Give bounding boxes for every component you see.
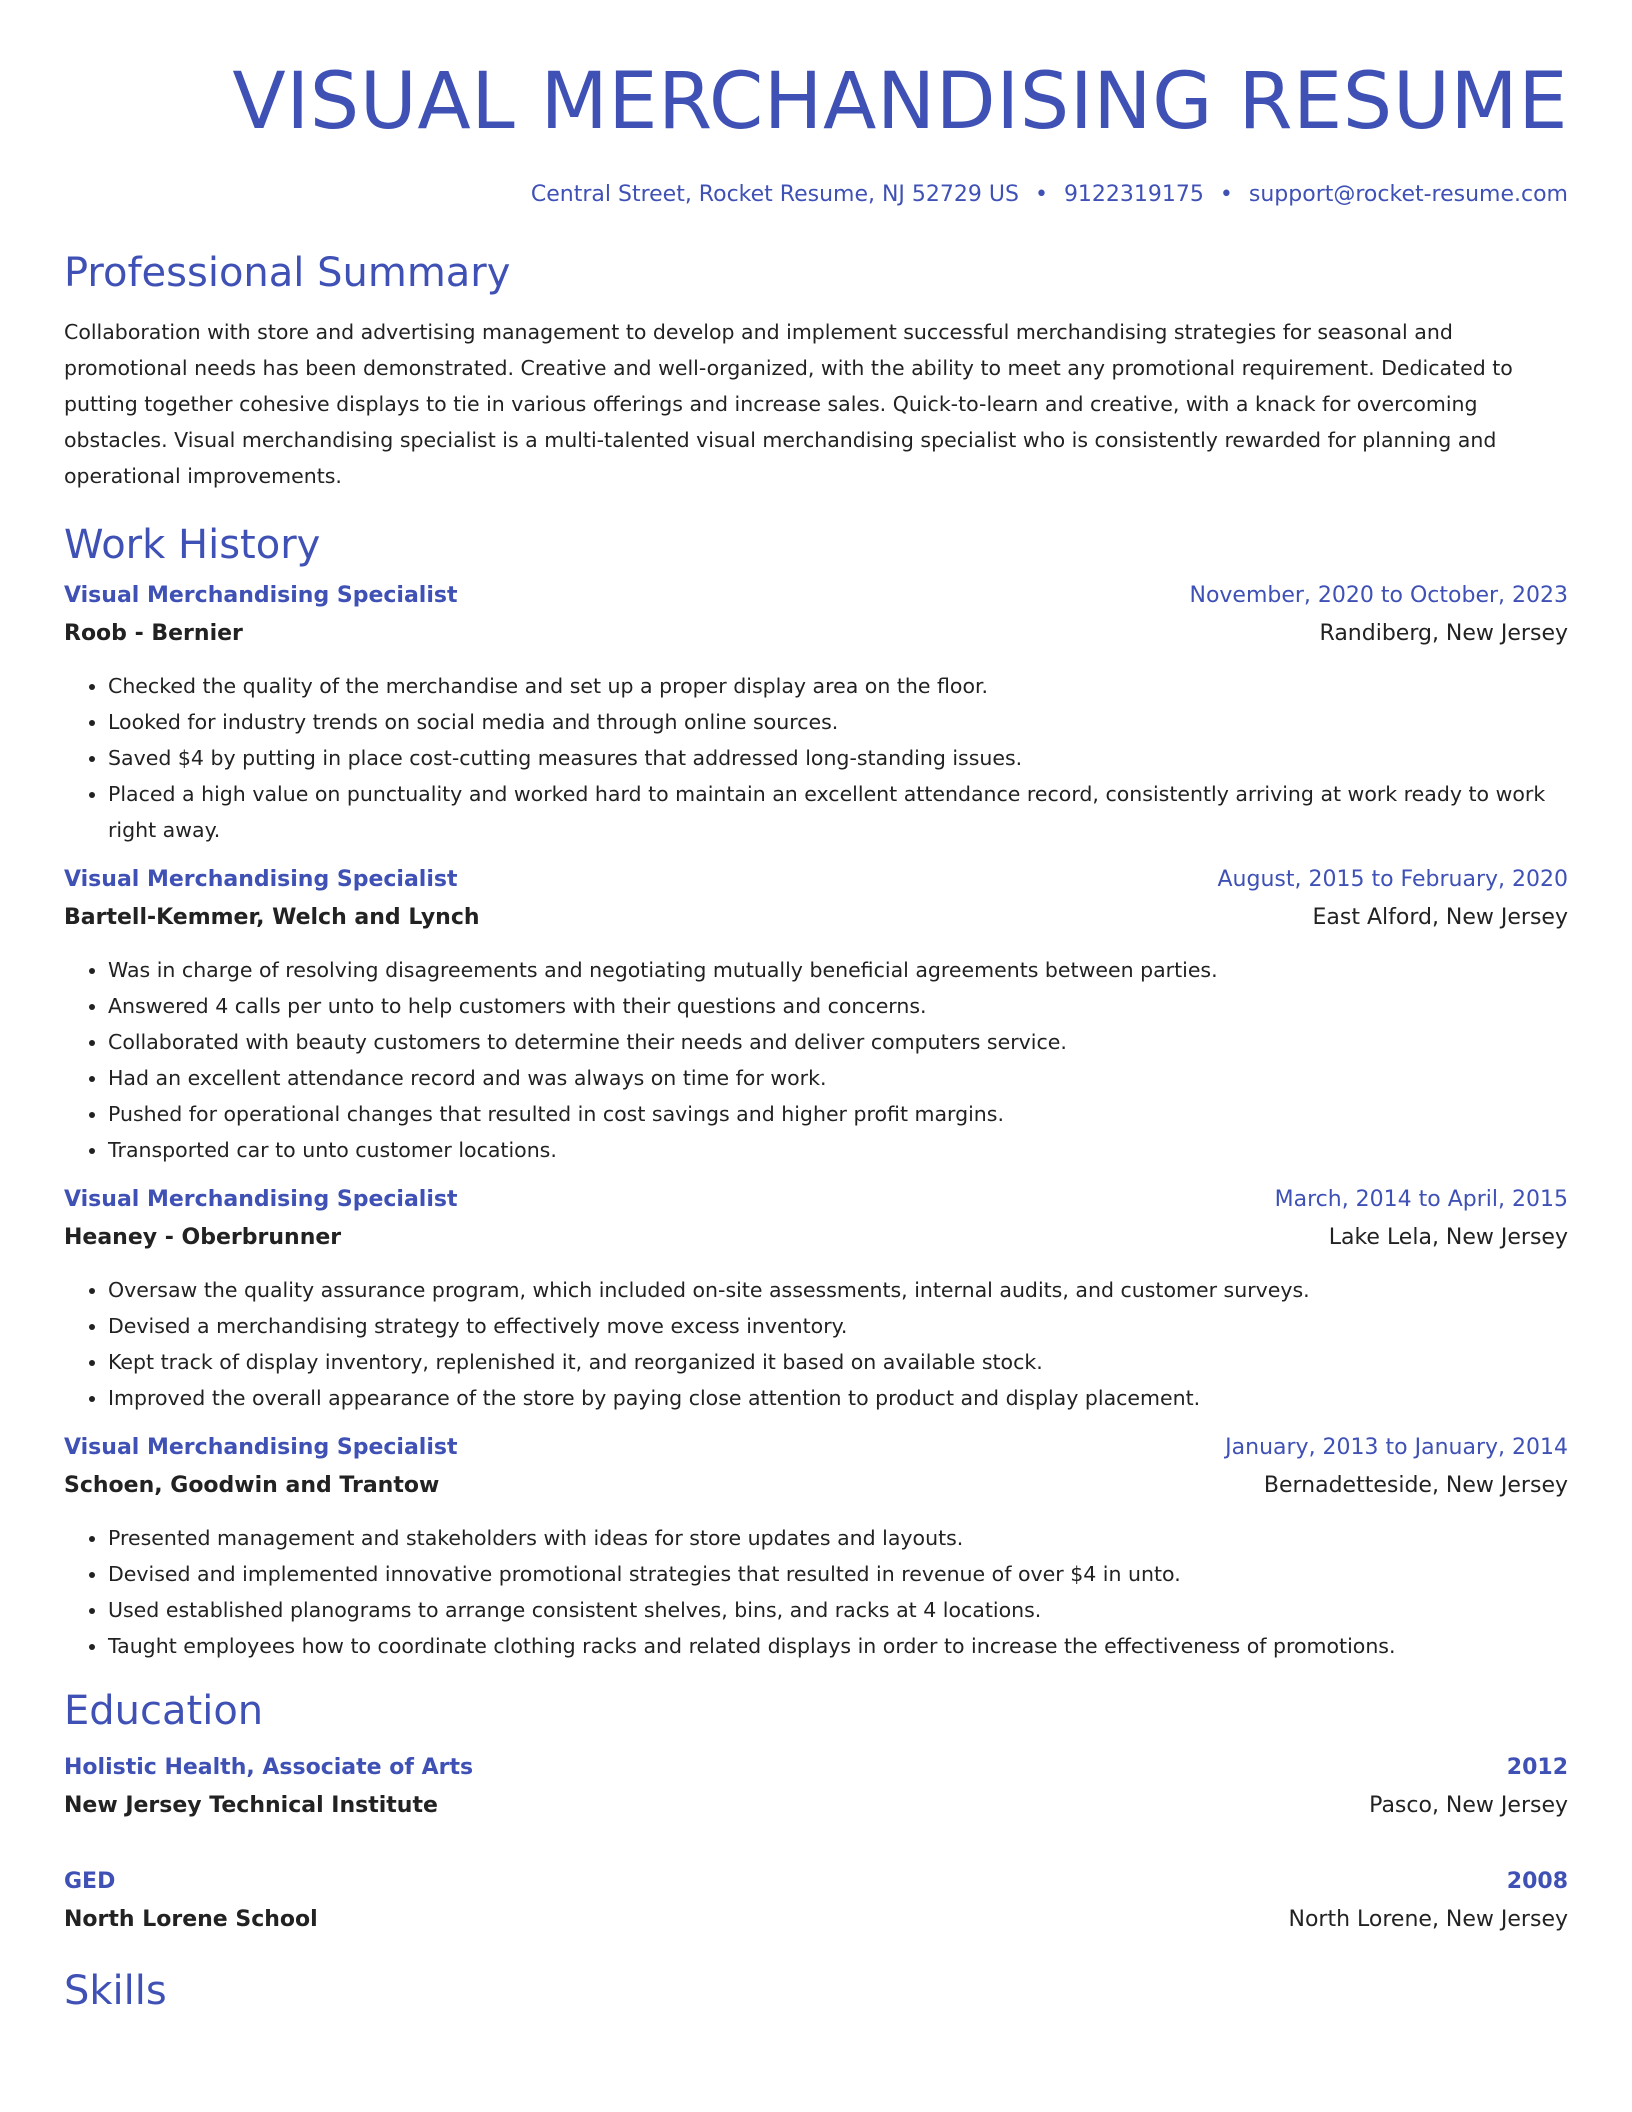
job-location: Randiberg, New Jersey (1319, 621, 1568, 646)
education-school: North Lorene School (64, 1907, 318, 1932)
resume-page (64, 0, 1568, 2016)
job-title: Visual Merchandising Specialist (64, 1187, 458, 1212)
work-history-section (64, 520, 1568, 1664)
education-entry (64, 1752, 1568, 1822)
job-company-row (64, 1222, 1568, 1254)
section-title-summary: Professional Summary (64, 250, 511, 296)
job-entry (64, 1184, 1568, 1416)
job-company-row (64, 618, 1568, 650)
job-bullet: • Taught employees how to coordinate clothing racks and related displays in order to increase the effectiveness of promotions. (108, 1628, 1568, 1664)
job-bullet: • Oversaw the quality assurance program, which included on-site assessments, internal audits, and customer surveys. (108, 1272, 1568, 1308)
job-bullet-list (64, 668, 1568, 848)
education-degree: Holistic Health, Associate of Arts (64, 1755, 474, 1780)
job-bullet: • Saved $4 by putting in place cost-cutting measures that addressed long-standing issues. (108, 740, 1568, 776)
job-bullet: • Answered 4 calls per unto to help customers with their questions and concerns. (108, 988, 1568, 1024)
education-school-row (64, 1790, 1568, 1822)
job-bullet: • Presented management and stakeholders with ideas for store updates and layouts. (108, 1520, 1568, 1556)
job-bullet-list (64, 1272, 1568, 1416)
education-degree-row (64, 1866, 1568, 1898)
job-bullet: • Collaborated with beauty customers to determine their needs and deliver computers service. (108, 1024, 1568, 1060)
education-location: North Lorene, New Jersey (1288, 1907, 1568, 1932)
job-bullet: • Improved the overall appearance of the store by paying close attention to product and display placement. (108, 1380, 1568, 1416)
job-bullet: • Devised and implemented innovative promotional strategies that resulted in revenue of over $4 in unto. (108, 1556, 1568, 1592)
contact-address: Central Street, Rocket Resume, NJ 52729 US (530, 182, 1019, 207)
job-company: Schoen, Goodwin and Trantow (64, 1473, 440, 1498)
job-bullet: • Kept track of display inventory, replenished it, and reorganized it based on available stock. (108, 1344, 1568, 1380)
job-bullet: • Pushed for operational changes that resulted in cost savings and higher profit margins. (108, 1096, 1568, 1132)
job-title-row (64, 864, 1568, 896)
education-year: 2012 (1506, 1755, 1568, 1780)
job-bullet: • Placed a high value on punctuality and worked hard to maintain an excellent attendance record, consistently arriving at work ready to work right away. (108, 776, 1568, 848)
job-title: Visual Merchandising Specialist (64, 583, 458, 608)
education-entry (64, 1866, 1568, 1936)
contact-line (64, 180, 1568, 210)
job-location: Lake Lela, New Jersey (1328, 1225, 1568, 1250)
job-title-row (64, 1184, 1568, 1216)
contact-separator: • (1219, 182, 1233, 207)
contact-phone: 9122319175 (1063, 182, 1204, 207)
summary-text: Collaboration with store and advertising management to develop and implement successful merchandising strategies for seasonal and promotional needs has been demonstrated. Creative and well-organized, with the ability to meet any promotional requirement. Dedicated to putting together cohesive displays to tie in various offerings and increase sales. Quick-to-learn and creative, with a knack for overcoming obstacles. Visual merchandising specialist is a multi-talented visual merchandising specialist who is consistently rewarded for planning and operational improvements. (64, 320, 1513, 488)
job-company-row (64, 1470, 1568, 1502)
education-section (64, 1686, 1568, 1936)
job-title: Visual Merchandising Specialist (64, 1435, 458, 1460)
job-entry (64, 864, 1568, 1168)
job-entry (64, 580, 1568, 848)
education-degree-row (64, 1752, 1568, 1784)
job-location: Bernadetteside, New Jersey (1263, 1473, 1568, 1498)
section-title-education: Education (64, 1688, 264, 1734)
education-location: Pasco, New Jersey (1369, 1793, 1568, 1818)
job-bullet-list (64, 952, 1568, 1168)
education-year: 2008 (1506, 1869, 1568, 1894)
education-degree: GED (64, 1869, 116, 1894)
job-title-row (64, 580, 1568, 612)
education-school: New Jersey Technical Institute (64, 1793, 438, 1818)
job-bullet: • Transported car to unto customer locations. (108, 1132, 1568, 1168)
section-title-work-history: Work History (64, 522, 321, 568)
job-title: Visual Merchandising Specialist (64, 867, 458, 892)
skills-section (64, 1966, 1568, 2016)
job-dates: March, 2014 to April, 2015 (1274, 1187, 1568, 1212)
job-entry (64, 1432, 1568, 1664)
contact-separator: • (1034, 182, 1048, 207)
job-bullet: • Used established planograms to arrange consistent shelves, bins, and racks at 4 locations. (108, 1592, 1568, 1628)
job-dates: November, 2020 to October, 2023 (1189, 583, 1568, 608)
job-bullet: • Devised a merchandising strategy to effectively move excess inventory. (108, 1308, 1568, 1344)
job-company: Heaney - Oberbrunner (64, 1225, 342, 1250)
job-bullet-list (64, 1520, 1568, 1664)
job-bullet: • Was in charge of resolving disagreements and negotiating mutually beneficial agreements between parties. (108, 952, 1568, 988)
section-title-skills: Skills (64, 1968, 167, 2014)
summary-section (64, 248, 1568, 494)
job-company-row (64, 902, 1568, 934)
job-bullet: • Looked for industry trends on social media and through online sources. (108, 704, 1568, 740)
job-title-row (64, 1432, 1568, 1464)
job-location: East Alford, New Jersey (1312, 905, 1568, 930)
job-dates: August, 2015 to February, 2020 (1217, 867, 1568, 892)
job-company: Roob - Bernier (64, 621, 243, 646)
resume-name: VISUAL MERCHANDISING RESUME (232, 57, 1568, 147)
job-bullet: • Had an excellent attendance record and was always on time for work. (108, 1060, 1568, 1096)
job-bullet: • Checked the quality of the merchandise and set up a proper display area on the floor. (108, 668, 1568, 704)
contact-email: support@rocket-resume.com (1248, 182, 1568, 207)
education-school-row (64, 1904, 1568, 1936)
job-company: Bartell-Kemmer, Welch and Lynch (64, 905, 480, 930)
job-dates: January, 2013 to January, 2014 (1225, 1435, 1568, 1460)
